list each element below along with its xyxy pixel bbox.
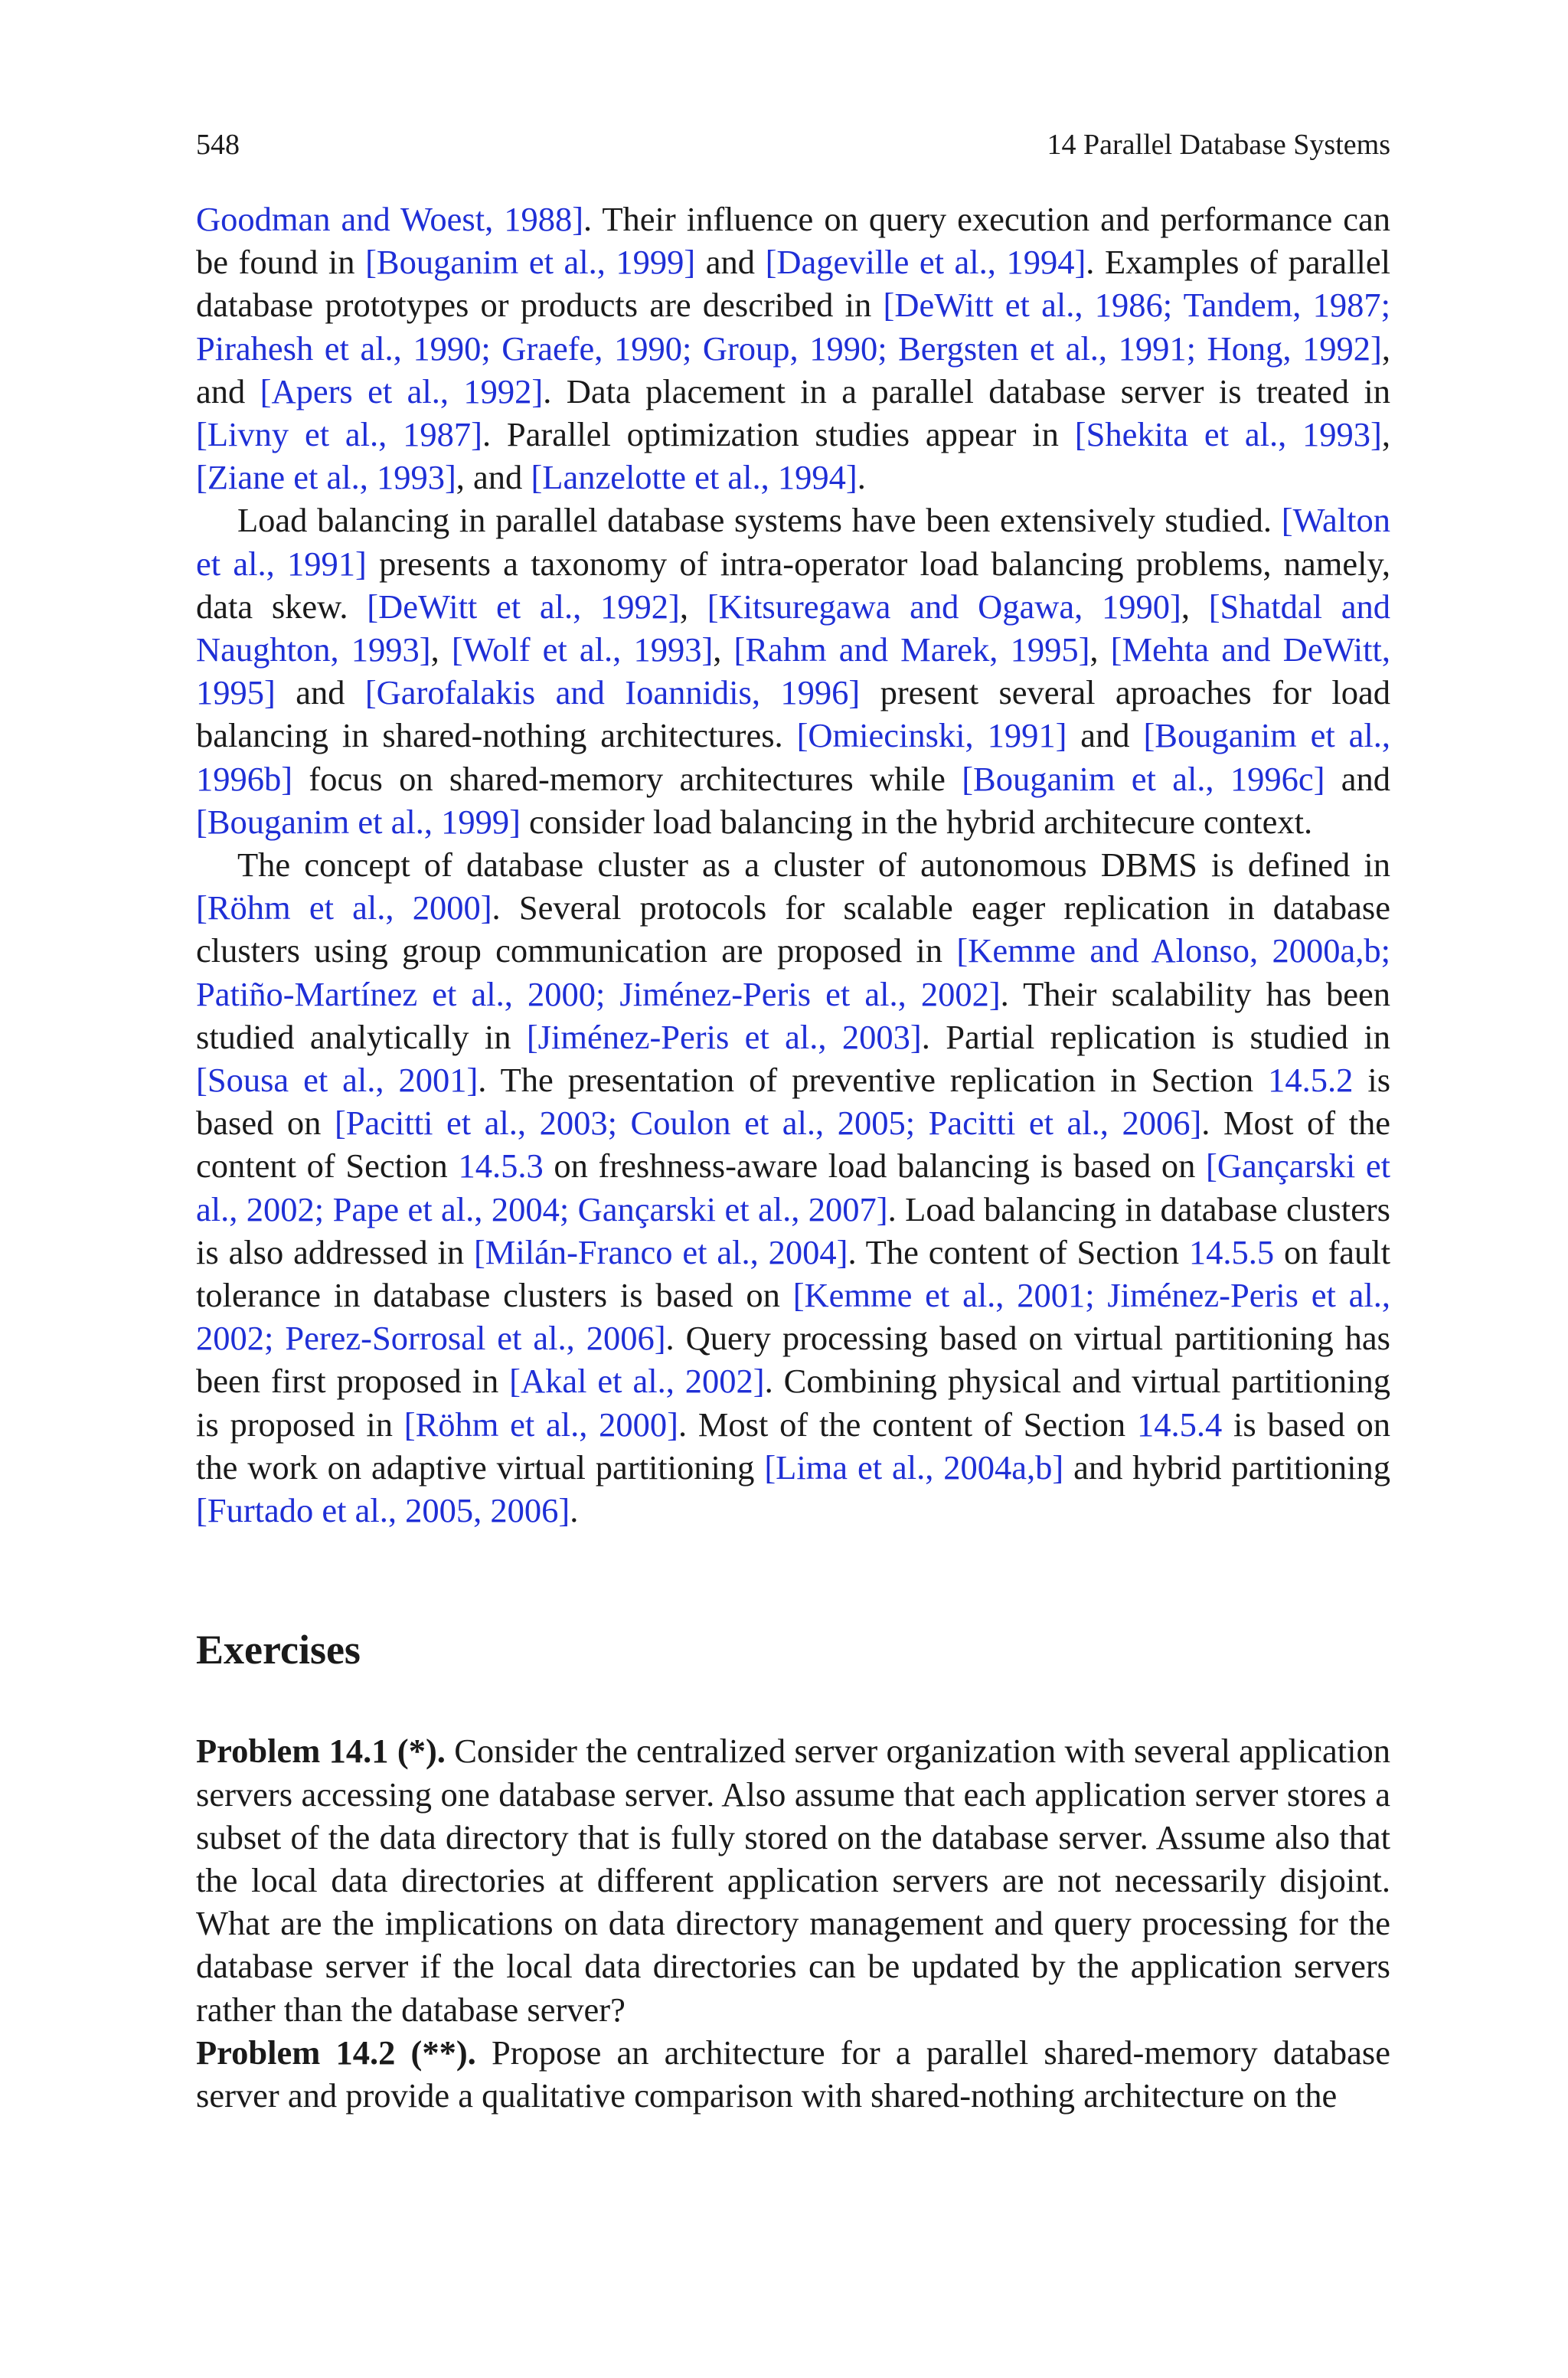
citation-link[interactable]: [Lanzelotte et al., 1994] xyxy=(531,458,858,497)
page-number: 548 xyxy=(196,129,240,161)
citation-link[interactable]: [Bouganim et al., 1996b] xyxy=(196,716,1390,798)
citation-link[interactable]: [Lima et al., 2004a,b] xyxy=(764,1447,1064,1487)
paragraph-3: The concept of database cluster as a cluster of autonomous DBMS is defined in [Röhm et al., 2000]. Several protocols for scalable eager replication in database clusters using group communication are proposed in [Kemme and Alonso, 2000a,b; Patiño-Martínez et al., 2000; Jiménez-Peris et al., 2002]. Their scalability has been studied analytically in [Jiménez-Peris et al., 2003]. Partial replication is studied in [Sousa et al., 2001]. The presentation of preventive replication in Section 14.5.2 is based on [Pacitti et al., 2003; Coulon et al., 2005; Pacitti et al., 2006]. Most of the content of Section 14.5.3 on freshness-aware load balancing is based on [Gançarski et al., 2002; Pape et al., 2004; Gançarski et al., 2007]. Load balancing in database clusters is also addressed in [Milán-Franco et al., 2004]. The content of Section 14.5.5 on fault tolerance in database clusters is based on [Kemme et al., 2001; Jiménez-Peris et al., 2002; Perez-Sorrosal et al., 2006]. Query processing based on virtual partitioning has been first proposed in [Akal et al., 2002]. Combining physical and virtual partitioning is proposed in [Röhm et al., 2000]. Most of the content of Section 14.5.4 is based on the work on adaptive virtual partitioning [Lima et al., 2004a,b] and hybrid partitioning [Furtado et al., 2005, 2006]. xyxy=(196,846,1391,1530)
citation-link[interactable]: [Rahm and Marek, 1995] xyxy=(733,630,1090,669)
problem-14-1 xyxy=(196,1729,1390,2030)
citation-link[interactable]: [Bouganim et al., 1999] xyxy=(196,802,521,841)
citation-link[interactable]: [Wolf et al., 1993] xyxy=(451,630,714,669)
citation-link[interactable]: [Milán-Franco et al., 2004] xyxy=(473,1232,848,1271)
citation-link[interactable]: [Jiménez-Peris et al., 2003] xyxy=(526,1017,922,1056)
section-link[interactable]: 14.5.2 xyxy=(1268,1061,1354,1100)
citation-link[interactable]: [Röhm et al., 2000] xyxy=(196,888,492,927)
problem-text: Consider the centralized server organization with several application servers accessing one database server. Also assume that each application server stores a subset of the data directory that is fully stored on the database server. Assume also that the local data directories at different application servers are not necessarily disjoint. What are the implications on data directory management and query processing for the database server if the local data directories can be updated by the application servers rather than the database server? xyxy=(196,1732,1390,2029)
citation-link[interactable]: [Gançarski et al., 2002; Pape et al., 2004; Gançarski et al., 2007] xyxy=(196,1146,1391,1228)
citation-link[interactable]: [Ziane et al., 1993] xyxy=(196,458,456,497)
citation-link[interactable]: [Mehta and DeWitt, 1995] xyxy=(196,630,1391,712)
citation-link[interactable]: [Shekita et al., 1993] xyxy=(1074,415,1382,454)
citation-link[interactable]: [Apers et al., 1992] xyxy=(260,371,544,411)
citation-link[interactable]: [Kitsuregawa and Ogawa, 1990] xyxy=(707,587,1181,626)
citation-link[interactable]: [Bouganim et al., 1996c] xyxy=(962,759,1325,798)
section-link[interactable]: 14.5.3 xyxy=(458,1146,544,1186)
problem-label: Problem 14.2 (**). xyxy=(196,2033,476,2072)
running-head xyxy=(196,127,1390,162)
citation-link[interactable]: [DeWitt et al., 1992] xyxy=(367,587,680,626)
citation-link[interactable]: [DeWitt et al., 1986; Tandem, 1987; Pirahesh et al., 1990; Graefe, 1990; Group, 1990; Bergsten et al., 1991; Hong, 1992] xyxy=(196,286,1390,368)
citation-link[interactable]: [Kemme et al., 2001; Jiménez-Peris et al., 2002; Perez-Sorrosal et al., 2006] xyxy=(196,1276,1390,1358)
exercises-heading: Exercises xyxy=(196,1627,361,1673)
citation-link[interactable]: [Röhm et al., 2000] xyxy=(403,1405,678,1444)
paragraph-1: Goodman and Woest, 1988]. Their influence on query execution and performance can be found in [Bouganim et al., 1999] and [Dageville et al., 1994]. Examples of parallel database prototypes or products are described in [DeWitt et al., 1986; Tandem, 1987; Pirahesh et al., 1990; Graefe, 1990; Group, 1990; Bergsten et al., 1991; Hong, 1992], and [Apers et al., 1992]. Data placement in a parallel database server is treated in [Livny et al., 1987]. Parallel optimization studies appear in [Shekita et al., 1993], [Ziane et al., 1993], and [Lanzelotte et al., 1994]. xyxy=(196,200,1390,497)
section-link[interactable]: 14.5.5 xyxy=(1188,1232,1275,1271)
citation-link[interactable]: [Garofalakis and Ioannidis, 1996] xyxy=(364,673,861,712)
citation-link[interactable]: [Kemme and Alonso, 2000a,b; Patiño-Martínez et al., 2000; Jiménez-Peris et al., 2002] xyxy=(196,931,1390,1013)
section-link[interactable]: 14.5.4 xyxy=(1136,1405,1223,1444)
paragraph-2: Load balancing in parallel database systems have been extensively studied. [Walton et al., 1991] presents a taxonomy of intra-operator load balancing problems, namely, data skew. [DeWitt et al., 1992], [Kitsuregawa and Ogawa, 1990], [Shatdal and Naughton, 1993], [Wolf et al., 1993], [Rahm and Marek, 1995], [Mehta and DeWitt, 1995] and [Garofalakis and Ioannidis, 1996] present several aproaches for load balancing in shared-nothing architectures. [Omiecinski, 1991] and [Bouganim et al., 1996b] focus on shared-memory architectures while [Bouganim et al., 1996c] and [Bouganim et al., 1999] consider load balancing in the hybrid architecure context. xyxy=(196,501,1391,841)
citation-link[interactable]: [Sousa et al., 2001] xyxy=(196,1061,479,1100)
citation-link[interactable]: [Furtado et al., 2005, 2006] xyxy=(196,1491,570,1530)
problem-14-2 xyxy=(196,2031,1390,2117)
citation-link[interactable]: [Walton et al., 1991] xyxy=(196,501,1390,583)
citation-link[interactable]: [Dageville et al., 1994] xyxy=(765,243,1086,282)
citation-link[interactable]: [Livny et al., 1987] xyxy=(196,415,482,454)
problem-text: Propose an architecture for a parallel shared-memory database server and provide a qualitative comparison with shared-nothing architecture on the xyxy=(196,2033,1390,2115)
citation-link[interactable]: [Pacitti et al., 2003; Coulon et al., 2005; Pacitti et al., 2006] xyxy=(334,1104,1202,1143)
problem-label: Problem 14.1 (*). xyxy=(196,1732,446,1771)
citation-link[interactable]: [Akal et al., 2002] xyxy=(509,1362,765,1401)
citation-link[interactable]: Goodman and Woest, 1988] xyxy=(196,200,584,238)
citation-link[interactable]: [Omiecinski, 1991] xyxy=(796,716,1067,755)
page-body xyxy=(196,198,1390,2117)
citation-link[interactable]: [Shatdal and Naughton, 1993] xyxy=(196,587,1391,669)
citation-link[interactable]: [Bouganim et al., 1999] xyxy=(365,243,696,282)
chapter-title: 14 Parallel Database Systems xyxy=(1047,129,1390,161)
